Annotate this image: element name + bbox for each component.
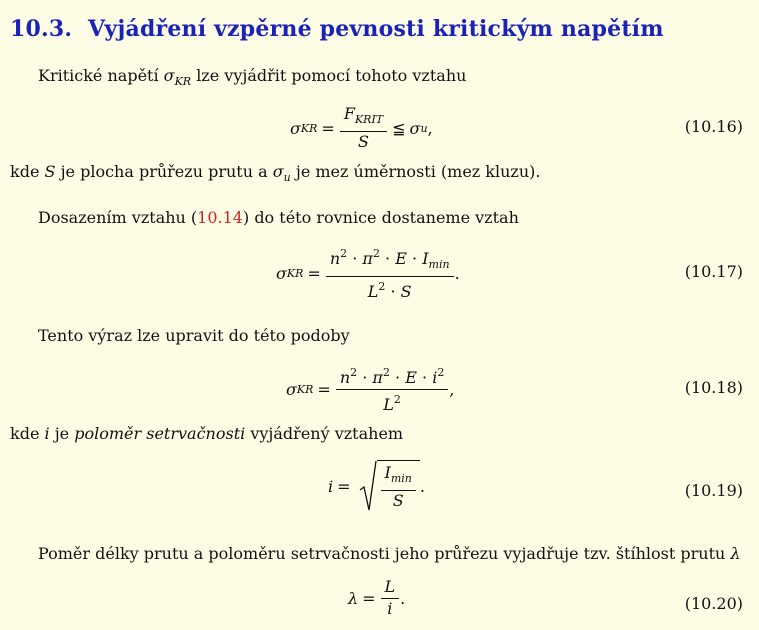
radical-sign-icon xyxy=(359,460,377,512)
paragraph-intro: Kritické napětí $\sigma_{KR}$ lze vyjádřit pomocí tohoto vztahu xyxy=(38,66,467,88)
fraction-l-over-i: $\frac{L}{i}$ xyxy=(383,578,398,618)
equation-10-20: λ = $\frac{L}{i}$ . xyxy=(348,577,406,618)
fraction-f-krit-over-s: $\frac{F_{KRIT}}{S}$ xyxy=(342,105,385,151)
fraction-imin-over-s: $\frac{I_{min}}{S}$ xyxy=(383,464,414,510)
paragraph-simplify: Tento výraz lze upravit do této podoby xyxy=(38,326,350,345)
paragraph-substitution: Dosazením vztahu (10.14) do této rovnice dostaneme vztah xyxy=(38,208,519,227)
section-heading xyxy=(10,16,664,42)
equation-reference-link[interactable]: 10.14 xyxy=(197,208,243,227)
equation-10-19: i = $\frac{I_{min}}{S}$ . xyxy=(328,460,425,512)
equation-number-10-19: (10.19) xyxy=(684,481,743,500)
equation-10-16: σ KR = $\frac{F_{KRIT}}{S}$ ≦ σ u , xyxy=(290,104,433,151)
paragraph-radius-of-gyration: kde i je poloměr setrvačnosti vyjádřený vztahem xyxy=(10,424,404,443)
section-number: 10.3. xyxy=(10,16,73,42)
equation-10-18: σ KR = $n^2 \cdot \pi^2 \cdot E \cdot i^2$ $L^2$ , xyxy=(286,366,455,414)
section-title: Vyjádření vzpěrné pevnosti kritickým napětím xyxy=(87,16,664,42)
square-root xyxy=(359,460,420,512)
equation-number-10-17: (10.17) xyxy=(684,262,743,281)
fraction-euler-i2-over-l2: $n^2 \cdot \pi^2 \cdot E \cdot i^2$ $L^2$ xyxy=(338,364,446,414)
equation-number-10-18: (10.18) xyxy=(684,378,743,397)
equation-number-10-16: (10.16) xyxy=(684,117,743,136)
paragraph-where-s: kde S je plocha průřezu prutu a $\sigma_u$ je mez úměrnosti (mez kluzu). xyxy=(10,162,541,184)
equation-10-17: σ KR = $n^2 \cdot \pi^2 \cdot E \cdot I_{min}$ $L^2 \cdot S$ . xyxy=(276,247,460,301)
equation-number-10-20: (10.20) xyxy=(684,594,743,613)
fraction-euler-over-l2s: $n^2 \cdot \pi^2 \cdot E \cdot I_{min}$ $L^2 \cdot S$ xyxy=(328,245,452,301)
paragraph-slenderness: Poměr délky prutu a poloměru setrvačnosti jeho průřezu vyjadřuje tzv. štíhlost prutu λ xyxy=(38,544,741,563)
